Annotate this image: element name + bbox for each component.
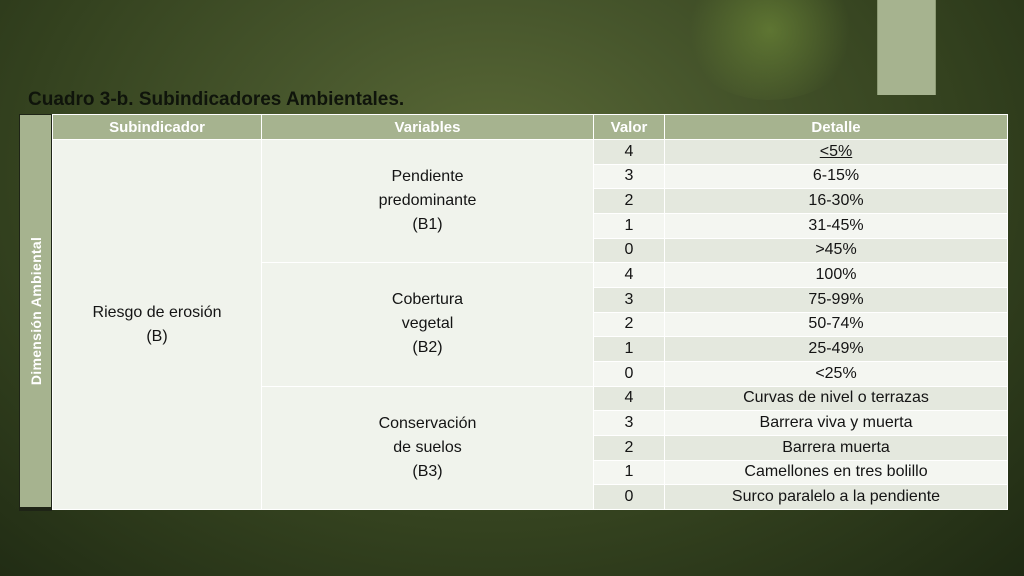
variable-name-line: Pendiente — [391, 168, 464, 186]
header-subindicador: Subindicador — [53, 115, 262, 140]
valor-cell: 3 — [594, 164, 665, 189]
variable-name-line: vegetal — [401, 315, 454, 333]
valor-cell: 1 — [594, 460, 665, 485]
valor-cell: 2 — [594, 435, 665, 460]
detalle-cell: <5% — [665, 140, 1008, 165]
page-title: Cuadro 3-b. Subindicadores Ambientales. — [28, 89, 405, 110]
valor-cell: 2 — [594, 189, 665, 214]
variable-cell-b3 — [262, 386, 594, 509]
valor-cell: 1 — [594, 337, 665, 362]
detalle-cell: 16-30% — [665, 189, 1008, 214]
table-header-row — [53, 115, 1008, 140]
detalle-cell: 6-15% — [665, 164, 1008, 189]
header-valor: Valor — [594, 115, 665, 140]
dimension-label: Dimensión Ambiental — [27, 236, 44, 386]
subindicador-code: (B) — [146, 327, 168, 345]
valor-cell: 2 — [594, 312, 665, 337]
detalle-cell: >45% — [665, 238, 1008, 263]
valor-cell: 3 — [594, 411, 665, 436]
valor-cell: 4 — [594, 263, 665, 288]
variable-code: (B2) — [412, 339, 443, 357]
variable-cell-b2 — [262, 263, 594, 386]
detalle-cell: Surco paralelo a la pendiente — [665, 485, 1008, 510]
valor-cell: 0 — [594, 485, 665, 510]
detalle-cell: 100% — [665, 263, 1008, 288]
valor-cell: 0 — [594, 361, 665, 386]
variable-name-line: de suelos — [393, 438, 462, 456]
detalle-cell: Camellones en tres bolillo — [665, 460, 1008, 485]
variable-name-line: Conservación — [378, 414, 477, 432]
valor-cell: 4 — [594, 140, 665, 165]
detalle-cell: Curvas de nivel o terrazas — [665, 386, 1008, 411]
subindicador-name: Riesgo de erosión — [92, 303, 222, 321]
detalle-cell: 75-99% — [665, 287, 1008, 312]
detalle-cell: Barrera muerta — [665, 435, 1008, 460]
detalle-cell: <25% — [665, 361, 1008, 386]
valor-cell: 4 — [594, 386, 665, 411]
detalle-cell: 25-49% — [665, 337, 1008, 362]
valor-cell: 1 — [594, 213, 665, 238]
table-row — [53, 140, 1008, 165]
detalle-cell: Barrera viva y muerta — [665, 411, 1008, 436]
variable-name-line: Cobertura — [391, 291, 464, 309]
variable-name-line: predominante — [378, 192, 477, 210]
valor-cell: 0 — [594, 238, 665, 263]
decorative-bar — [877, 0, 936, 95]
header-variables: Variables — [262, 115, 594, 140]
detalle-cell: 31-45% — [665, 213, 1008, 238]
detalle-cell: 50-74% — [665, 312, 1008, 337]
header-detalle: Detalle — [665, 115, 1008, 140]
indicator-table — [52, 114, 1008, 510]
dimension-side-band — [19, 114, 52, 508]
valor-cell: 3 — [594, 287, 665, 312]
variable-code: (B1) — [412, 216, 443, 234]
variable-code: (B3) — [412, 462, 443, 480]
background-glow — [680, 0, 860, 100]
subindicador-cell — [53, 140, 262, 510]
variable-cell-b1 — [262, 140, 594, 263]
